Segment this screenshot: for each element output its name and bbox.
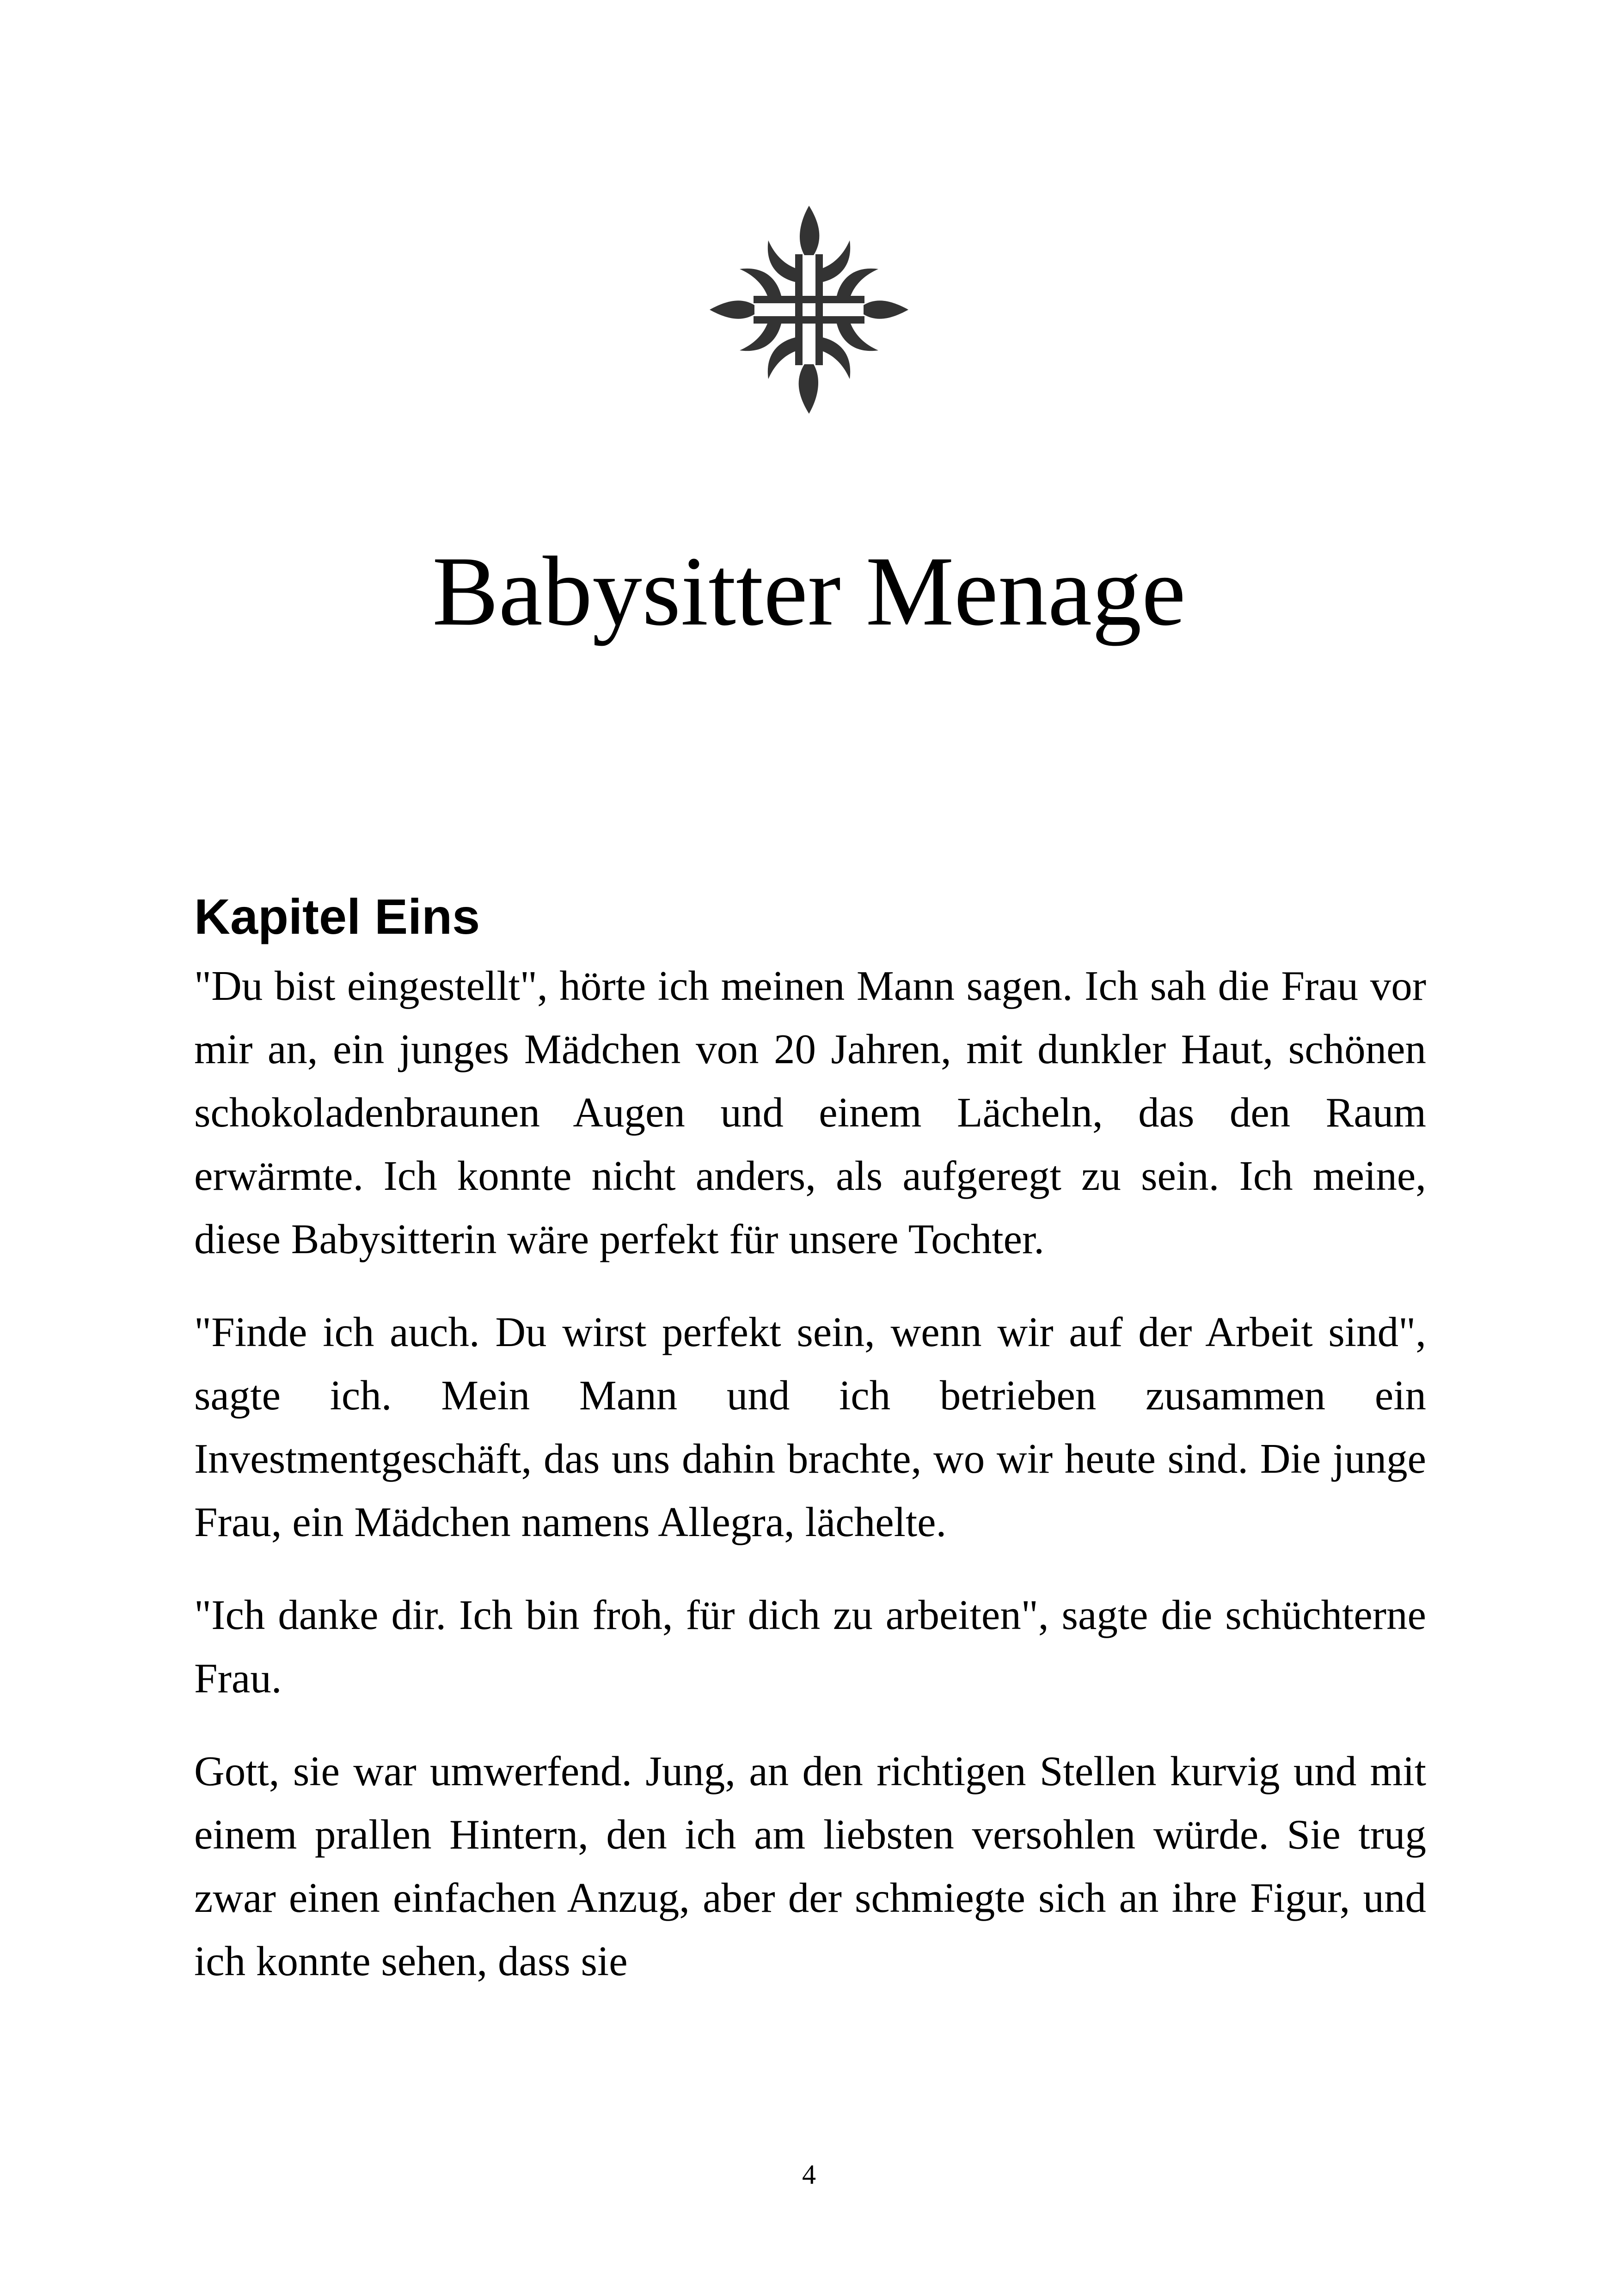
paragraph: "Du bist eingestellt", hörte ich meinen Mann sagen. Ich sah die Frau vor mir an, ein junges Mädchen von 20 Jahren, mit dunkler Haut, schönen schokoladenbraunen Augen und einem Lächeln, das den Raum erwärmte. Ich konnte nicht anders, als aufgeregt zu sein. Ich meine, diese Babysitterin wäre perfekt für unsere Tochter. [194,962,1426,1262]
book-title: Babysitter Menage [432,536,1186,646]
decorative-cross-flourish-icon [707,203,911,416]
chapter-content [194,885,1426,1993]
paragraph: "Ich danke dir. Ich bin froh, für dich zu arbeiten", sagte die schüchterne Frau. [194,1592,1426,1702]
chapter-heading: Kapitel Eins [194,888,480,944]
paragraph: Gott, sie war umwerfend. Jung, an den richtigen Stellen kurvig und mit einem prallen Hintern, den ich am liebsten versohlen würde. Sie trug zwar einen einfachen Anzug, aber der schmiegte sich an ihre Figur, und ich konnte sehen, dass sie [194,1748,1426,1984]
page-number: 4 [802,2159,816,2190]
paragraph: "Finde ich auch. Du wirst perfekt sein, wenn wir auf der Arbeit sind", sagte ich. Mein Mann und ich betrieben zusammen ein Investmentgeschäft, das uns dahin brachte, wo wir heute sind. Die junge Frau, ein Mädchen namens Allegra, lächelte. [194,1309,1426,1545]
